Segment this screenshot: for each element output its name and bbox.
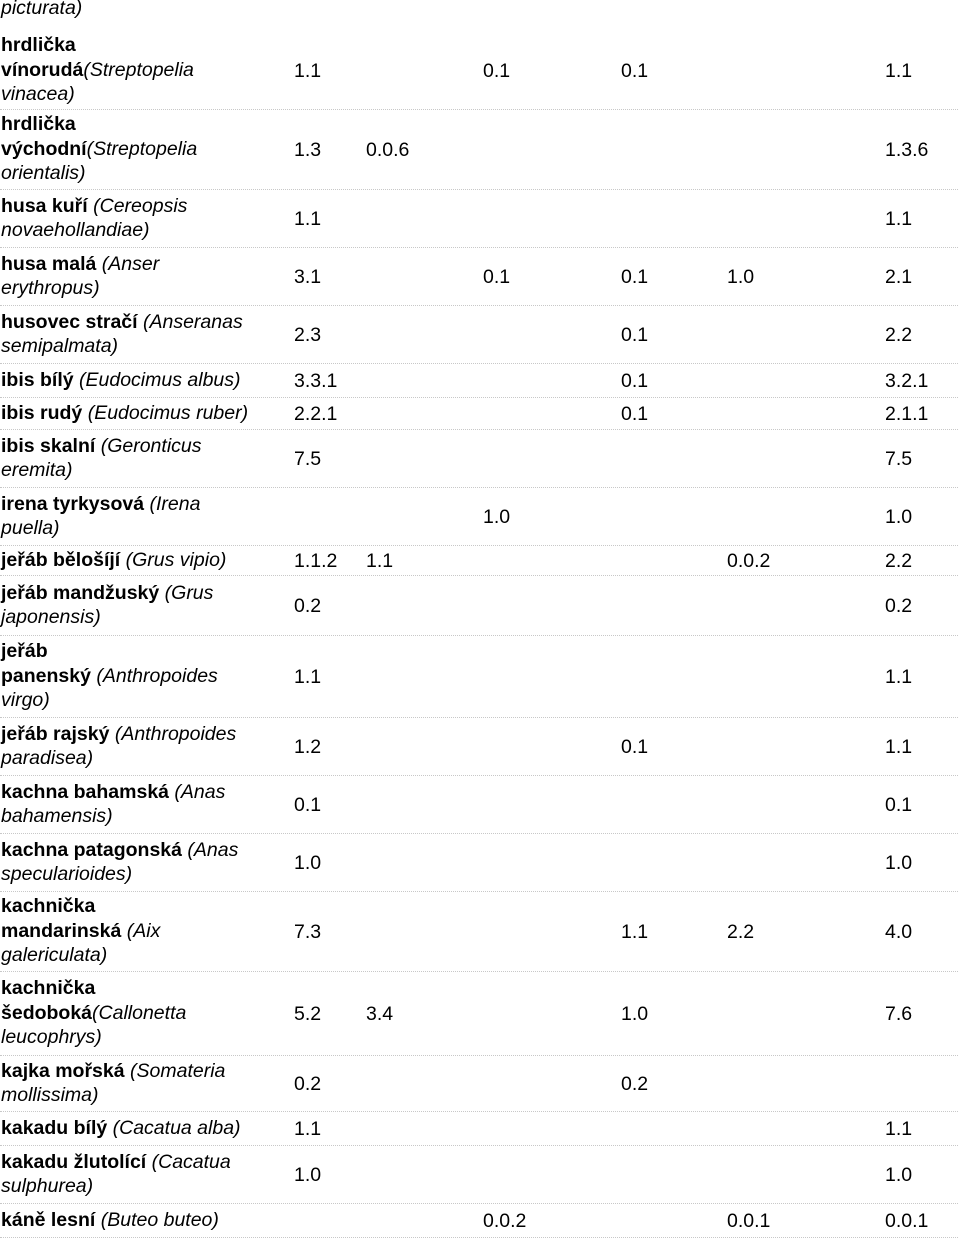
latin-name: (Streptopelia (86, 137, 198, 160)
species-name (1, 112, 197, 186)
czech-name: káně lesní (1, 1208, 96, 1231)
latin-name: (Cereopsis (87, 194, 188, 217)
count-cell-c6: 1.1 (885, 1118, 913, 1140)
species-name-line (1, 82, 194, 107)
species-name-line (1, 1059, 225, 1084)
count-cell-c6: 3.2.1 (885, 370, 929, 392)
count-cell-c2: 0.0.6 (366, 139, 410, 161)
species-name-line (1, 746, 236, 771)
count-cell-c1: 1.2 (294, 736, 322, 758)
latin-name: semipalmata) (1, 335, 119, 357)
count-cell-c1: 1.3 (294, 139, 322, 161)
species-name (1, 194, 187, 243)
czech-name: hrdlička (1, 34, 76, 57)
count-cell-c6: 2.1.1 (885, 403, 929, 425)
species-name-line (1, 581, 213, 606)
czech-name: jeřáb bělošíjí (1, 548, 121, 571)
count-cell-c1: 0.2 (294, 595, 322, 617)
latin-name: leucophrys) (1, 1026, 102, 1049)
latin-name: (Cacatua (146, 1150, 231, 1173)
czech-name: husa malá (1, 252, 97, 275)
species-name-line (1, 334, 243, 359)
table-row (0, 576, 958, 636)
top-fragment-text: picturata) (1, 0, 83, 19)
czech-name: hrdlička (1, 113, 76, 136)
species-name-line (1, 664, 218, 689)
latin-name: (Grus vipio) (120, 548, 227, 571)
count-cell-c1: 7.3 (294, 921, 322, 943)
czech-name: kachnička (1, 977, 96, 1000)
species-name-line (1, 919, 160, 944)
latin-name: (Anthropoides (90, 664, 218, 687)
count-cell-c6: 1.3.6 (885, 139, 929, 161)
czech-name: kachna bahamská (1, 780, 170, 803)
species-name-line (1, 1116, 241, 1141)
latin-name: eremita) (1, 459, 73, 481)
latin-name: bahamensis) (1, 805, 113, 827)
latin-name: (Callonetta (92, 1001, 187, 1024)
latin-name: (Eudocimus ruber) (82, 401, 249, 424)
count-cell-c6: 2.2 (885, 324, 913, 346)
count-cell-c1: 0.1 (294, 794, 322, 816)
species-name-line (1, 1174, 231, 1199)
latin-name: (Irena (144, 492, 201, 515)
count-cell-c5: 0.0.2 (727, 550, 771, 572)
czech-name: kachna patagonská (1, 838, 182, 861)
count-cell-c6: 7.6 (885, 1003, 913, 1025)
species-name-line (1, 1150, 231, 1175)
czech-name: kakadu bílý (1, 1116, 108, 1139)
species-name (1, 722, 236, 771)
latin-name: sulphurea) (1, 1175, 94, 1197)
latin-name: (Aix (121, 919, 161, 942)
latin-name: virgo) (1, 689, 50, 712)
table-row (0, 190, 958, 248)
count-cell-c1: 3.1 (294, 266, 322, 288)
count-cell-c6: 0.0.1 (885, 1210, 929, 1232)
table-row (0, 306, 958, 364)
species-name (1, 401, 248, 426)
table-row (0, 834, 958, 892)
count-cell-c3: 0.1 (483, 266, 511, 288)
table-row (0, 892, 958, 972)
species-name (1, 1208, 219, 1233)
count-cell-c1: 1.1 (294, 208, 322, 230)
czech-name: šedoboká (1, 1001, 93, 1024)
count-cell-c2: 3.4 (366, 1003, 394, 1025)
species-name (1, 548, 226, 573)
czech-name: panenský (1, 664, 91, 687)
czech-name: jeřáb mandžuský (1, 581, 160, 604)
czech-name: ibis bílý (1, 368, 74, 391)
table-row (0, 1056, 958, 1112)
latin-name: (Anas (181, 838, 239, 861)
species-name-line (1, 838, 238, 863)
species-name-line (1, 688, 218, 713)
species-name-line (1, 276, 159, 301)
species-name (1, 581, 213, 630)
species-name (1, 252, 159, 301)
czech-name: ibis rudý (1, 401, 83, 424)
species-name (1, 838, 238, 887)
species-name-line (1, 252, 159, 277)
species-name-line (1, 780, 225, 805)
species-name-line (1, 722, 236, 747)
count-cell-c1: 1.1 (294, 60, 322, 82)
species-name-line (1, 112, 197, 137)
count-cell-c3: 1.0 (483, 506, 511, 528)
latin-name: galericulata) (1, 944, 108, 967)
species-name-line (1, 33, 194, 58)
count-cell-c4: 0.1 (621, 370, 649, 392)
species-name-line (1, 1001, 186, 1026)
count-cell-c1: 7.5 (294, 448, 322, 470)
species-name-line (1, 434, 202, 459)
table-row (0, 718, 958, 776)
species-name (1, 1150, 231, 1199)
latin-name: (Geronticus (95, 434, 202, 457)
count-cell-c6: 1.1 (885, 666, 913, 688)
species-name-line (1, 804, 225, 829)
latin-name: japonensis) (1, 606, 101, 628)
czech-name: vínorudá (1, 58, 84, 81)
count-cell-c6: 7.5 (885, 448, 913, 470)
latin-name: (Grus (159, 581, 214, 604)
species-name-line (1, 492, 200, 517)
latin-name: (Anthropoides (109, 722, 237, 745)
species-name-line (1, 58, 194, 83)
czech-name: husa kuří (1, 194, 88, 217)
count-cell-c6: 2.2 (885, 550, 913, 572)
table-row (0, 32, 958, 110)
czech-name: kakadu žlutolící (1, 1150, 147, 1173)
count-cell-c5: 0.0.1 (727, 1210, 771, 1232)
table-row (0, 636, 958, 718)
czech-name: mandarinská (1, 919, 122, 942)
species-name-line (1, 401, 248, 426)
species-name-line (1, 218, 187, 243)
species-name (1, 780, 225, 829)
count-cell-c1: 1.1 (294, 1118, 322, 1140)
czech-name: kajka mořská (1, 1059, 125, 1082)
count-cell-c6: 1.1 (885, 60, 913, 82)
species-name (1, 310, 243, 359)
czech-name: východní (1, 137, 87, 160)
table-row (0, 972, 958, 1056)
count-cell-c6: 1.0 (885, 1164, 913, 1186)
latin-name: (Anser (96, 252, 160, 275)
latin-name: (Cacatua alba) (107, 1116, 241, 1139)
count-cell-c6: 1.0 (885, 506, 913, 528)
species-name-line (1, 516, 200, 541)
species-name-line (1, 862, 238, 887)
count-cell-c6: 0.1 (885, 794, 913, 816)
count-cell-c4: 0.1 (621, 266, 649, 288)
table-row (0, 364, 958, 398)
species-name-line (1, 194, 187, 219)
count-cell-c1: 2.3 (294, 324, 322, 346)
species-name-line (1, 1025, 186, 1050)
latin-name: mollissima) (1, 1084, 99, 1106)
count-cell-c3: 0.1 (483, 60, 511, 82)
count-cell-c4: 0.1 (621, 403, 649, 425)
count-cell-c6: 1.0 (885, 852, 913, 874)
table-row (0, 488, 958, 546)
count-cell-c1: 0.2 (294, 1073, 322, 1095)
latin-name: (Buteo buteo) (95, 1208, 219, 1231)
species-name-line (1, 458, 202, 483)
species-name-line (1, 1083, 225, 1108)
species-name (1, 368, 241, 393)
czech-name: kachnička (1, 895, 96, 918)
table-row (0, 776, 958, 834)
count-cell-c4: 0.1 (621, 324, 649, 346)
latin-name: (Anas (169, 780, 226, 803)
czech-name: jeřáb (1, 640, 48, 663)
species-name (1, 1059, 225, 1108)
count-cell-c4: 1.0 (621, 1003, 649, 1025)
species-name-line (1, 310, 243, 335)
latin-name: orientalis) (1, 162, 86, 185)
table-row (0, 1146, 958, 1204)
table-row (0, 110, 958, 190)
count-cell-c5: 2.2 (727, 921, 755, 943)
count-cell-c6: 4.0 (885, 921, 913, 943)
count-cell-c4: 0.1 (621, 60, 649, 82)
table-row (0, 1204, 958, 1238)
species-name-line (1, 943, 160, 968)
latin-name: novaehollandiae) (1, 219, 150, 241)
czech-name: irena tyrkysová (1, 492, 145, 515)
count-cell-c4: 1.1 (621, 921, 649, 943)
latin-name: erythropus) (1, 277, 100, 299)
czech-name: jeřáb rajský (1, 722, 110, 745)
table-row (0, 398, 958, 430)
count-cell-c1: 1.1 (294, 666, 322, 688)
czech-name: ibis skalní (1, 434, 96, 457)
species-name (1, 33, 194, 107)
table-row (0, 248, 958, 306)
table-row (0, 430, 958, 488)
species-name-line (1, 368, 241, 393)
table-row (0, 1112, 958, 1146)
count-cell-c1: 1.1.2 (294, 550, 338, 572)
count-cell-c4: 0.2 (621, 1073, 649, 1095)
species-name-line (1, 161, 197, 186)
species-name-line (1, 894, 160, 919)
latin-name: puella) (1, 517, 60, 539)
species-name (1, 1116, 241, 1141)
species-name (1, 434, 202, 483)
count-cell-c1: 1.0 (294, 852, 322, 874)
species-name (1, 492, 200, 541)
latin-name: (Eudocimus albus) (73, 368, 241, 391)
latin-name: vinacea) (1, 83, 75, 106)
count-cell-c6: 1.1 (885, 736, 913, 758)
species-name (1, 976, 186, 1050)
count-cell-c5: 1.0 (727, 266, 755, 288)
species-name-line (1, 137, 197, 162)
table-row (0, 546, 958, 576)
species-name-line (1, 548, 226, 573)
latin-name: paradisea) (1, 747, 94, 769)
count-cell-c1: 3.3.1 (294, 370, 338, 392)
count-cell-c1: 1.0 (294, 1164, 322, 1186)
count-cell-c2: 1.1 (366, 550, 394, 572)
count-cell-c4: 0.1 (621, 736, 649, 758)
czech-name: husovec stračí (1, 310, 138, 333)
latin-name: (Somateria (124, 1059, 226, 1082)
count-cell-c6: 2.1 (885, 266, 913, 288)
count-cell-c6: 1.1 (885, 208, 913, 230)
species-name-line (1, 639, 218, 664)
species-name (1, 639, 218, 713)
species-name-line (1, 605, 213, 630)
count-cell-c3: 0.0.2 (483, 1210, 527, 1232)
latin-name: (Anseranas (137, 310, 243, 333)
count-cell-c6: 0.2 (885, 595, 913, 617)
latin-name: specularioides) (1, 863, 133, 885)
count-cell-c1: 5.2 (294, 1003, 322, 1025)
latin-name: (Streptopelia (83, 58, 194, 81)
count-cell-c1: 2.2.1 (294, 403, 338, 425)
species-name-line (1, 1208, 219, 1233)
species-name-line (1, 976, 186, 1001)
species-name (1, 894, 160, 968)
